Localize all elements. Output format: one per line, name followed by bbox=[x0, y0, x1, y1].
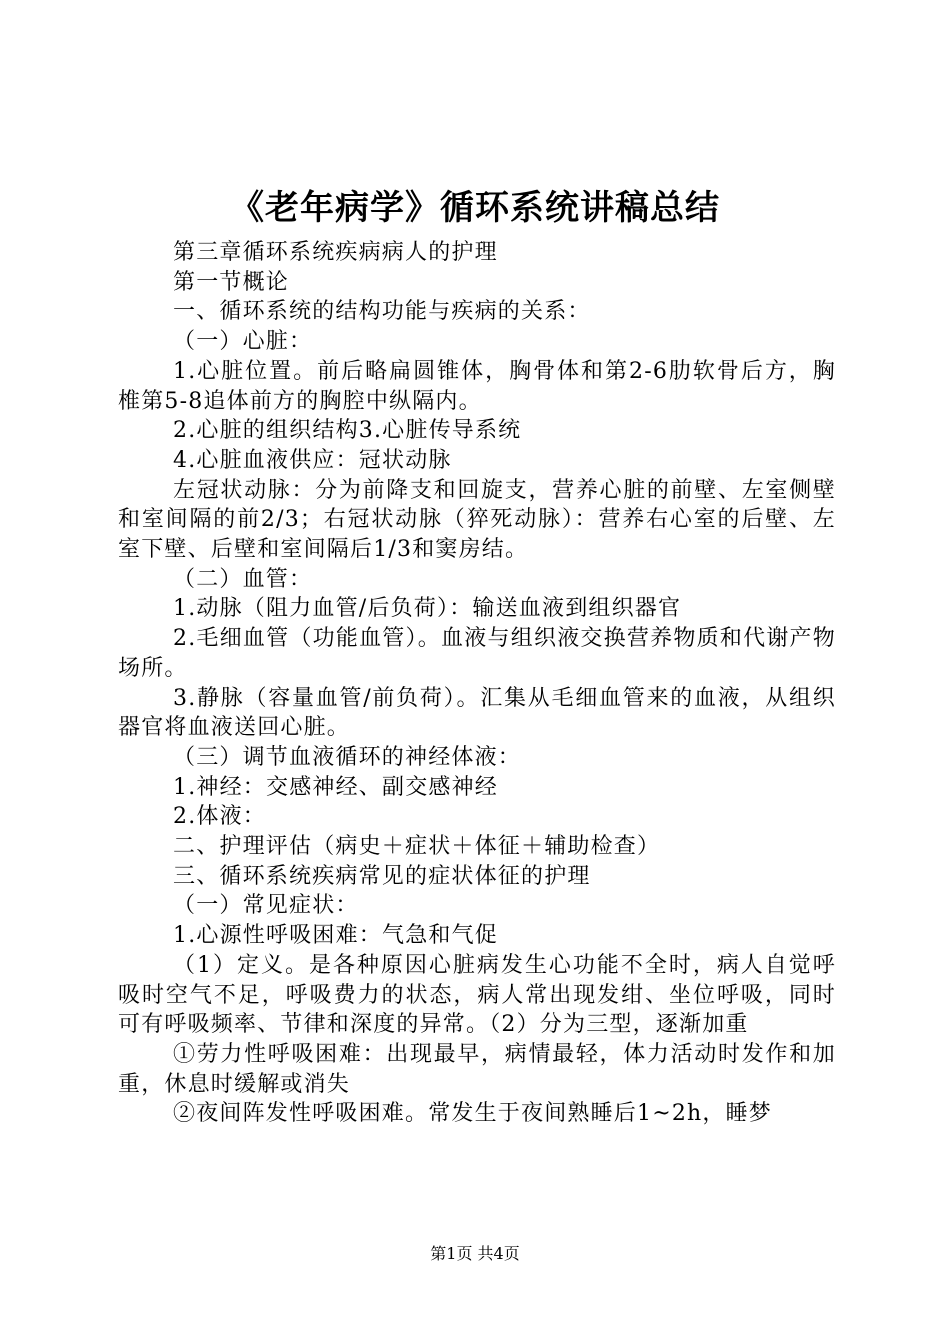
paragraph: ②夜间阵发性呼吸困难。常发生于夜间熟睡后1~2h，睡梦 bbox=[173, 1101, 772, 1127]
paragraph: （二）血管： bbox=[173, 566, 313, 592]
paragraph: 一、循环系统的结构功能与疾病的关系： bbox=[173, 299, 591, 325]
document-title: 《老年病学》循环系统讲稿总结 bbox=[230, 188, 720, 228]
paragraph: 二、护理评估（病史＋症状＋体征＋辅助检查） bbox=[173, 834, 661, 860]
paragraph: （1）定义。是各种原因心脏病发生心功能不全时，病人自觉呼吸时空气不足，呼吸费力的状态，病人常出现发绀、坐位呼吸，同时可有呼吸频率、节律和深度的异常。（2）分为三型，逐渐加重 bbox=[118, 952, 836, 1038]
paragraph: 2.毛细血管（功能血管）。血液与组织液交换营养物质和代谢产物场所。 bbox=[118, 626, 836, 681]
paragraph: （一）常见症状： bbox=[173, 893, 359, 919]
document-body bbox=[118, 238, 836, 1129]
paragraph: 2.心脏的组织结构3.心脏传导系统 bbox=[173, 418, 522, 444]
paragraph: 1.神经：交感神经、副交感神经 bbox=[173, 774, 498, 800]
paragraph: 三、循环系统疾病常见的症状体征的护理 bbox=[173, 863, 591, 889]
paragraph: 1.心源性呼吸困难：气急和气促 bbox=[173, 923, 498, 949]
paragraph: 4.心脏血液供应：冠状动脉 bbox=[173, 447, 452, 473]
paragraph: 3.静脉（容量血管/前负荷）。汇集从毛细血管来的血液，从组织器官将血液送回心脏。 bbox=[118, 685, 836, 741]
page-number-footer: 第1页 共4页 bbox=[430, 1244, 520, 1263]
paragraph: （三）调节血液循环的神经体液： bbox=[173, 744, 522, 770]
paragraph: 1.动脉（阻力血管/后负荷）：输送血液到组织器官 bbox=[173, 596, 682, 622]
paragraph: 2.体液： bbox=[173, 804, 266, 830]
paragraph: 左冠状动脉：分为前降支和回旋支，营养心脏的前壁、左室侧壁和室间隔的前2/3；右冠状动脉（猝死动脉）：营养右心室的后壁、左室下壁、后壁和室间隔后1/3和窦房结。 bbox=[118, 477, 836, 563]
paragraph: ①劳力性呼吸困难：出现最早，病情最轻，体力活动时发作和加重，休息时缓解或消失 bbox=[118, 1041, 836, 1097]
paragraph-section-heading: 第一节概论 bbox=[173, 269, 290, 295]
paragraph-chapter-heading: 第三章循环系统疾病病人的护理 bbox=[173, 240, 498, 265]
paragraph: 1.心脏位置。前后略扁圆锥体，胸骨体和第2-6肋软骨后方，胸椎第5-8追体前方的胸腔中纵隔内。 bbox=[118, 358, 836, 414]
paragraph: （一）心脏： bbox=[173, 329, 313, 355]
